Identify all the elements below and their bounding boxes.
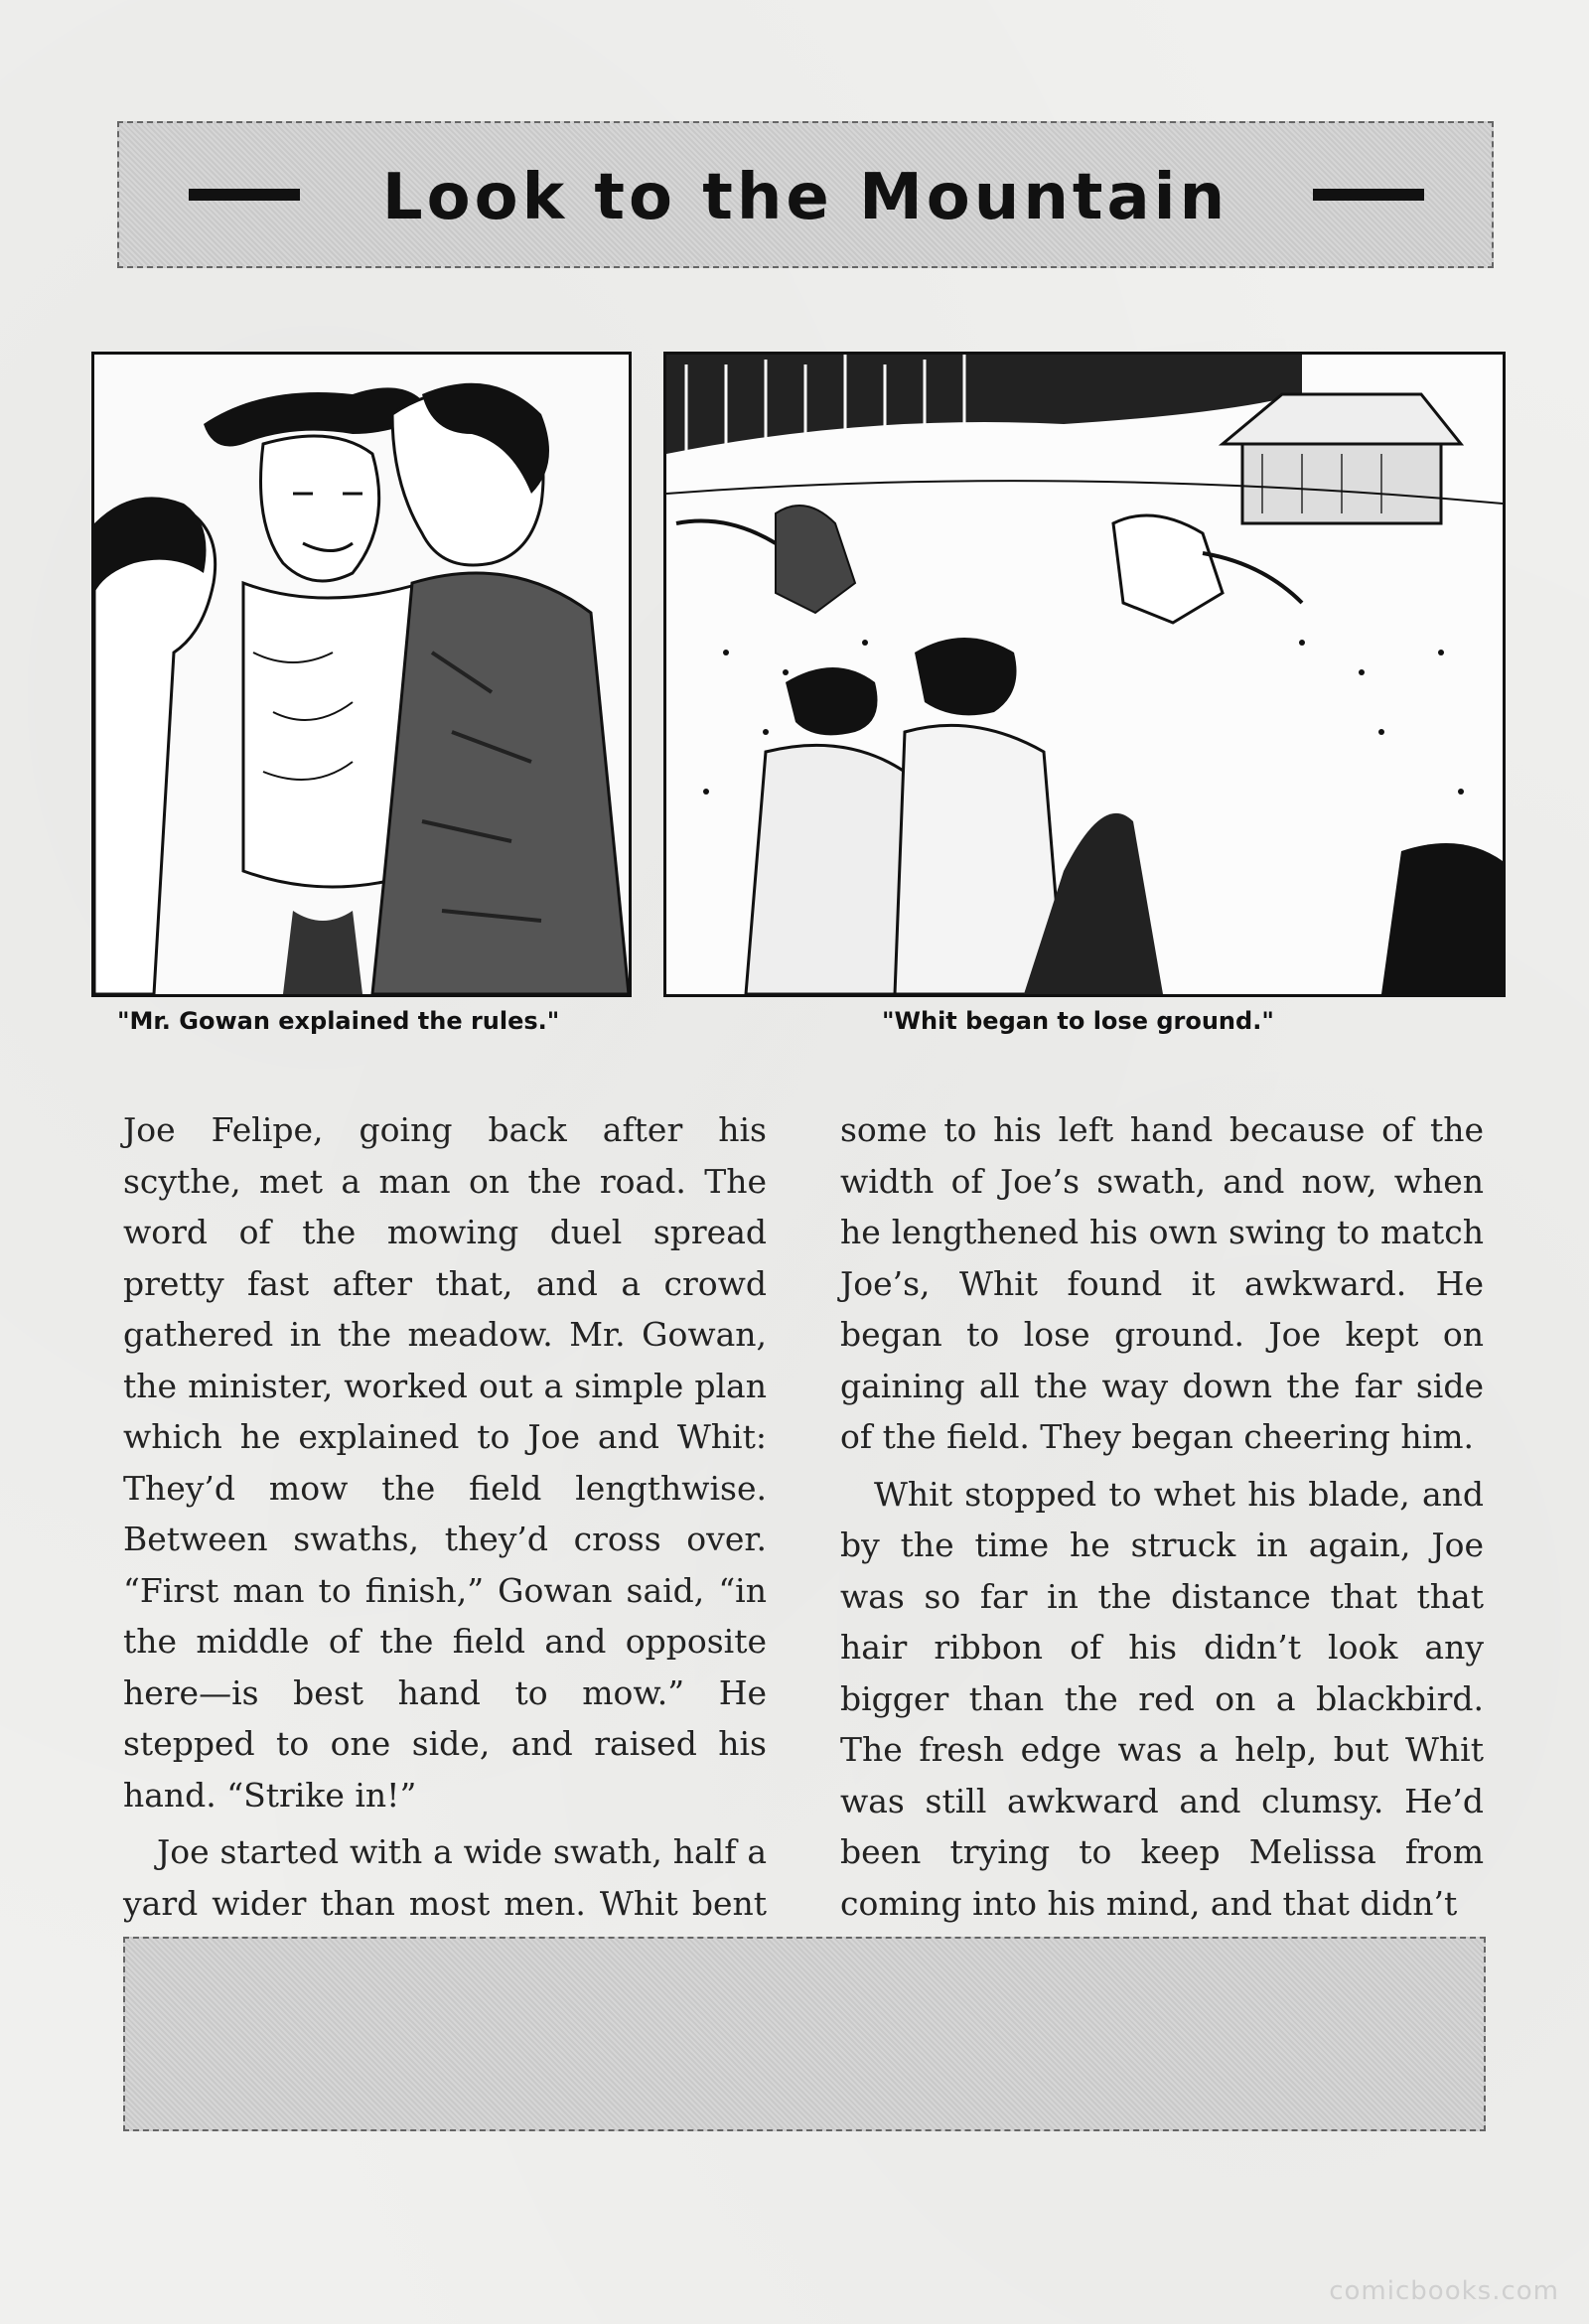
page-title: Look to the Mountain (381, 161, 1229, 234)
paragraph: some to his left hand because of the width of Joe’s swath, and now, when he lengthened his own swing to match Joe’s, Whit found it awkward. He began to lose ground. Joe kept on gaining all the way down the far side of the field. They began cheering him. (840, 1110, 1484, 1456)
body-column-left (123, 1104, 767, 1986)
illustration-panel-mowing (663, 352, 1506, 997)
title-banner (117, 121, 1494, 268)
title-dash-right (1313, 189, 1424, 201)
illustration-panel-gowan (91, 352, 632, 997)
caption-right: "Whit began to lose ground." (882, 1007, 1274, 1035)
watermark: comicbooks.com (1329, 2276, 1559, 2306)
paragraph: Joe Felipe, going back after his scythe, met a man on the road. The word of the mowing duel spread pretty fast after that, and a crowd gathered in the meadow. Mr. Gowan, the minister, worked out a simple plan which he explained to Joe and Whit: They’d mow the field lengthwise. Between swaths, they’d cross over. “First man to finish,” Gowan said, “in the middle of the field and opposite here—is best hand to mow.” He stepped to one side, and raised his hand. “Strike in!” (123, 1110, 767, 1815)
blank-shaded-box (123, 1937, 1486, 2131)
caption-left: "Mr. Gowan explained the rules." (117, 1007, 560, 1035)
body-column-right (840, 1104, 1484, 1935)
paragraph: Joe started with a wide swath, half a yard wider than most men. Whit bent (123, 1832, 767, 1923)
illustration-gowan-rules (94, 355, 629, 994)
paragraph: Whit stopped to whet his blade, and by the time he struck in again, Joe was so far in the distance that that hair ribbon of his didn’t look any bigger than the red on a blackbird. The fresh edge was a help, but Whit was still awkward and clumsy. He’d been trying to keep Melissa from coming into his mind, and that didn’t (840, 1474, 1484, 1923)
illustration-mowing-field (666, 355, 1503, 994)
